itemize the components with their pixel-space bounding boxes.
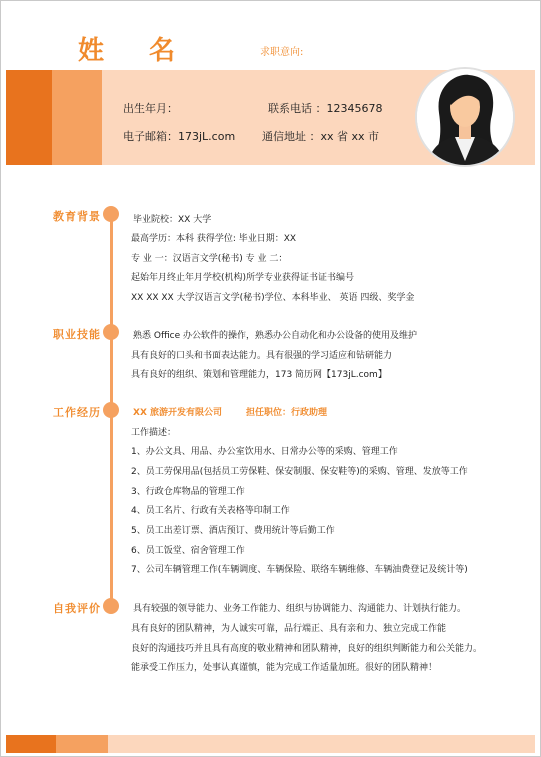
timeline-dot-education <box>103 206 119 222</box>
job-intent-label: 求职意向: <box>260 47 304 58</box>
education-title: 教育背景 <box>53 210 101 223</box>
avatar-photo <box>417 69 513 165</box>
skill-line: 熟悉 Office 办公软件的操作，熟悉办公自动化和办公设备的使用及维护 <box>133 331 417 341</box>
self-eval-line: 能承受工作压力，处事认真谨慎，能为完成工作适量加班。很好的团队精神！ <box>131 663 438 673</box>
skills-title: 职业技能 <box>53 328 101 341</box>
work-title: 工作经历 <box>53 406 101 419</box>
edu-line: 起始年月终止年月学校(机构)所学专业获得证书证书编号 <box>131 273 355 283</box>
footer-bar-light <box>108 735 535 753</box>
self-eval-line: 良好的沟通技巧并且具有高度的敬业精神和团队精神，良好的组织判断能力和公关能力。 <box>131 644 483 654</box>
self-eval-line: 具有良好的团队精神，为人诚实可靠，品行端正、具有亲和力、独立完成工作能 <box>131 624 447 634</box>
edu-line: 专 业 一：汉语言文学(秘书) 专 业 二： <box>131 254 288 264</box>
resume-name: 姓 名 <box>78 36 194 66</box>
header-band-dark-block <box>6 70 52 165</box>
work-company: XX 旅游开发有限公司 <box>133 408 223 418</box>
skill-line: 具有良好的组织、策划和管理能力，173 简历网【173jL.com】 <box>131 370 387 380</box>
edu-line: 毕业院校：XX 大学 <box>133 215 212 225</box>
work-desc-label: 工作描述： <box>131 428 177 438</box>
avatar <box>415 67 515 167</box>
timeline-dot-self-eval <box>103 598 119 614</box>
footer-bar-mid <box>56 735 108 753</box>
skill-line: 具有良好的口头和书面表达能力。具有很强的学习适应和钻研能力 <box>131 351 393 361</box>
self-eval-title: 自我评价 <box>53 602 101 615</box>
work-item: 3、行政仓库物品的管理工作 <box>131 487 245 497</box>
footer-bar-dark <box>6 735 56 753</box>
address-field: 通信地址 ：xx 省 xx 市 <box>262 130 380 143</box>
self-eval-line: 具有较强的领导能力、业务工作能力、组织与协调能力、沟通能力、计划执行能力。 <box>133 604 467 614</box>
header-band-mid-block <box>52 70 102 165</box>
work-item: 2、员工劳保用品(包括员工劳保鞋、保安制服、保安鞋等)的采购、管理、发放等工作 <box>131 467 468 477</box>
work-position: 担任职位：行政助理 <box>246 408 328 418</box>
birth-field: 出生年月： <box>123 102 178 115</box>
timeline-dot-skills <box>103 324 119 340</box>
edu-line: 最高学历：本科 获得学位: 毕业日期：XX <box>131 234 297 244</box>
work-item: 6、员工饭堂、宿舍管理工作 <box>131 546 245 556</box>
work-item: 4、员工名片、行政有关表格等印制工作 <box>131 506 290 516</box>
phone-field: 联系电话 ：12345678 <box>268 102 383 115</box>
email-field: 电子邮箱：173jL.com <box>123 130 236 143</box>
work-item: 1、办公文具、用品、办公室饮用水、日常办公等的采购、管理工作 <box>131 447 398 457</box>
work-item: 5、员工出差订票、酒店预订、费用统计等后勤工作 <box>131 526 335 536</box>
work-item: 7、公司车辆管理工作(车辆调度、车辆保险、联络车辆维修、车辆油费登记及统计等) <box>131 565 468 575</box>
edu-line: XX XX XX 大学汉语言文学(秘书)学位、本科毕业、 英语 四级、奖学金 <box>131 293 415 303</box>
timeline-dot-work <box>103 402 119 418</box>
